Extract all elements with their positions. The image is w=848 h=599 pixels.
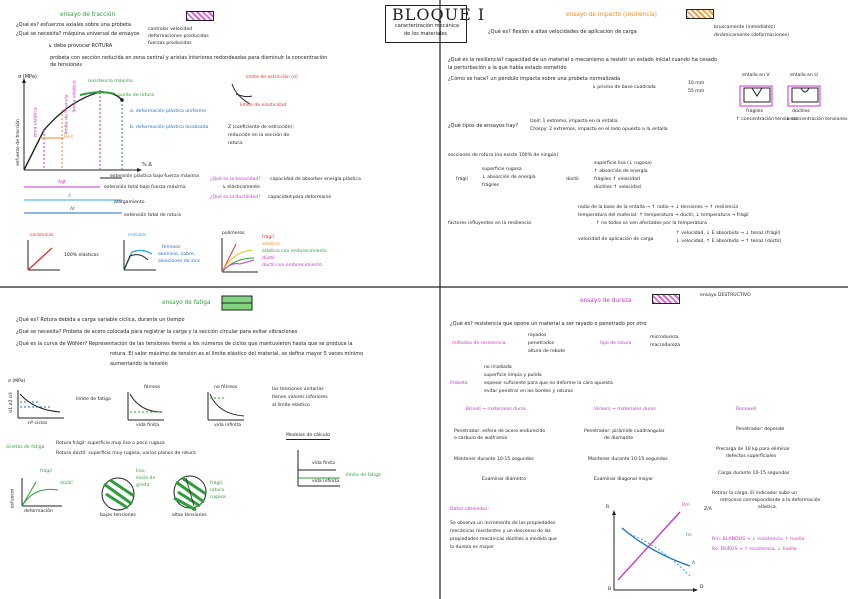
duct-1: superficie lisa (↓ rugosa)	[594, 161, 652, 166]
graph-r: R	[606, 505, 610, 510]
page-subtitle-2: de los materiales	[404, 31, 448, 37]
impacto-fragiles: frágiles	[746, 109, 764, 114]
pol-2: elástico	[262, 242, 280, 247]
tenacidad-b: ↳ elásticamente	[222, 185, 260, 190]
lisa-3: grieta	[136, 483, 150, 488]
grietas-fatiga: Grietas de fatiga	[6, 445, 45, 450]
frag-2: ↓ absorción de energía	[482, 175, 536, 180]
resiliencia-1: ¿Qué es la resiliencia? capacidad de un material o mecanismo a resistir un estado inicial cuando ha cesado	[448, 57, 718, 63]
factor-4: velocidad de aplicación de carga	[578, 237, 654, 242]
fatiga-heading: ensayo de fatiga	[162, 300, 211, 306]
page-subtitle-1: caracterización mecánica	[395, 23, 459, 29]
ceramic-graph	[28, 240, 60, 270]
entalla-v: entalla en V	[742, 73, 770, 78]
lbl-ext-total-rot: extensión total de rotura	[124, 213, 182, 218]
lbl-ext-plast: extensión plástica bajo fuerza máxima	[110, 174, 199, 179]
factor-2: temperatura del material: ↑ temperatura → dúctil, ↓ temperatura → frágil	[578, 213, 749, 218]
lim-elast: límite de elasticidad	[240, 103, 287, 108]
fatiga-q3-1: ¿Qué es la curva de Wöhler? Representación de las tensiones frente a los números de ciclos que mantuvieron hasta que se produce la	[16, 341, 353, 347]
page-title: BLOQUE I	[392, 5, 486, 24]
lbl-a: a. deformación plástica uniforme	[130, 109, 206, 114]
specimen-u	[792, 88, 818, 102]
impacto-conc-1: ↑ concentración tensiones	[736, 117, 798, 122]
impacto-prisma: ↳ prisma de base cuadrada	[592, 85, 656, 90]
probeta-3: espesor suficiente para que no deforme la cara opuesta	[484, 381, 613, 386]
dureza-metodos: métodos de resistencia	[452, 341, 506, 346]
metal-graph	[124, 240, 156, 270]
frag-label: frágil	[456, 177, 468, 182]
rotura-ductil: Rotura dúctil: superficie muy rugosa, varios planos de rotura	[56, 451, 196, 456]
coef-2: reducción en la sección de	[228, 133, 290, 138]
tenacidad-a: capacidad de absorber energía plástica	[270, 177, 361, 182]
ceramicas-label: cerámicas	[30, 233, 54, 238]
brinell-3: Mantener durante 10-15 segundos	[454, 457, 534, 462]
resiliencia-2: la perturbación a la que había estado sometido	[448, 65, 567, 71]
lbl-limite-elastico: límite elástico	[72, 80, 78, 113]
ferrosos-c: aleaciones de zinc	[158, 259, 201, 264]
pol-3: elástico con endurecimiento	[262, 249, 327, 254]
lisa-1: lisa,	[136, 469, 146, 474]
impacto-izod: Izod: 1 extremo, impacto en la entalla	[530, 119, 618, 124]
datos-3: propiedades mecánicas dúctiles a medida que	[450, 537, 557, 542]
dureza-m2: penetrados	[528, 341, 555, 346]
impacto-q1-b: dinámicamente (deformaciones)	[714, 33, 789, 38]
conclusion-re: Re: DUROS → ↑ resistencia, ↓ huella	[712, 547, 797, 552]
impacto-como: ¿Cómo se hace? un péndulo impacta sobre una probeta normalizada	[448, 76, 621, 82]
factor-4-a: ↑ velocidad, ↓ E absorbida → ↓ tenaz (frágil)	[676, 231, 781, 236]
lbl-ext-total-fmax: extensión total bajo fuerza máxima	[104, 185, 186, 190]
traccion-y-label: esfuerzo de tracción	[16, 118, 22, 166]
graph-rm: Rm	[682, 503, 690, 508]
rockwell-6: retroceso correspondiente a la deformación	[720, 498, 821, 503]
vickers-label: Vickers → materiales duros	[594, 407, 656, 412]
graph-a: A	[692, 561, 696, 566]
impacto-mm55: 55 mm	[688, 89, 705, 94]
graph-d: D	[700, 585, 704, 590]
rockwell-2: Precarga de 10 kg para eliminar	[716, 447, 790, 452]
traccion-desc-1: probeta con sección reducida en zona central y aristas interiores redondeadas para disminuir la concentración	[50, 55, 328, 61]
lbl-limite-fluencia: límite de fluencia	[64, 94, 70, 135]
impacto-conc-2: ↓ concentración tensiones	[786, 117, 848, 122]
vickers-2: de diamante	[604, 436, 634, 441]
rugosa-2: rotura	[210, 488, 225, 493]
brinell-1: Penetrador: esfera de acero endurecido	[454, 429, 546, 434]
rockwell-3: defectos superficiales	[726, 454, 777, 459]
lbl-at: At	[70, 207, 75, 212]
ductilidad-a: capacidad para deformarse	[268, 195, 332, 200]
brinell-2: o carburo de wolframio	[454, 436, 508, 441]
brinell-4: Examinar diámetro	[482, 477, 526, 482]
impacto-mm10: 10 mm	[688, 81, 705, 86]
factor-3: ↑ no todos se ven afectados por la temperatura	[596, 221, 707, 226]
vida-finita-label: vida finita	[136, 423, 159, 428]
hardness-graph	[612, 510, 698, 592]
modelos-calculo: Modelos de cálculo	[286, 433, 330, 438]
vickers-3: Mantener durante 10-15 segundos	[588, 457, 668, 462]
lbl-alargamiento: alargamiento	[114, 200, 145, 205]
traccion-q1: ¿Qué es? esfuerzos axiales sobre una probeta	[16, 22, 131, 28]
lbl-punto-rotura: punto de rotura	[118, 93, 155, 98]
conclusion-rm: Rm: BLANDOS → ↓ resistencia, ↑ huella	[712, 537, 805, 542]
brinell-label: Brinell → materiales duros	[466, 407, 527, 412]
rockwell-5: Retirar la carga. El indicador sube un	[712, 491, 798, 496]
lbl-agt: Agt	[58, 180, 66, 185]
polimeros-label: polímeros	[222, 231, 245, 236]
duct-label: dúctil	[566, 177, 579, 182]
fatiga-q1: ¿Qué es? Rotura debida a carga variable cíclica, durante un tiempo	[16, 317, 185, 323]
tenacidad-q: ¿Qué es la tenacidad?	[210, 177, 261, 182]
metales-label: metales	[128, 233, 147, 238]
rockwell-label: Rockwell	[736, 407, 757, 412]
ferreos-label: férreos	[144, 385, 161, 390]
tension-note-3: al límite elástico	[272, 403, 310, 408]
pol-5: dúctil con endurecimiento	[262, 263, 322, 268]
ferrosos-b: aluminio, cobre,	[158, 252, 195, 257]
traccion-specimen-icon	[186, 11, 214, 21]
fractura-fragil: frágil	[40, 469, 52, 474]
fatiga-q3-3: aumentando la tensión	[110, 361, 168, 367]
elast-100: 100% elásticos	[64, 253, 99, 258]
traccion-q2-a: controlar velocidad	[148, 27, 193, 32]
altas-tensiones: altas tensiones	[172, 513, 207, 518]
factor-4-b: ↓ velocidad, ↑ E absorbida → ↑ tenaz (dúctil)	[676, 239, 782, 244]
rockwell-7: elástica.	[758, 505, 778, 510]
frag-1: superficie rugosa	[482, 167, 522, 172]
dureza-tipo-2: macrodureza	[650, 343, 681, 348]
graph-re: Re	[686, 533, 692, 538]
impacto-ductiles: dúctiles	[792, 109, 810, 114]
wohler-graph	[18, 390, 64, 418]
factores: factores influyentes en la resiliencia	[448, 221, 531, 226]
impacto-q1-a: bruscamente (inmediatez)	[714, 25, 775, 30]
no-ferreos-label: no férreos	[214, 385, 238, 390]
lbl-a-letter: A	[68, 194, 72, 199]
impacto-specimen-icon	[686, 9, 714, 19]
calc-vida-infinita: vida infinita	[312, 479, 340, 484]
fracture-graph	[22, 478, 62, 506]
specimen-v	[744, 88, 770, 102]
datos-1: Se observa un incremento de las propiedades	[450, 521, 556, 526]
rockwell-4: Carga durante 10-15 segundos	[718, 471, 790, 476]
coef-3: rotura.	[228, 141, 244, 146]
fatiga-q3-2: rotura. El valor máximo de tensión es el límite elástico del material, se define mayor 5 veces mínimo	[110, 351, 364, 357]
traccion-heading: ensayo de tracción	[60, 12, 116, 18]
calc-vida-finita: vida finita	[312, 461, 335, 466]
bajas-tensiones: bajas tensiones	[100, 513, 136, 518]
wohler-y-axis: σ (MPa)	[8, 379, 26, 384]
factor-1: radio de la base de la entalla → ↑ radio → ↓ tensiones → ↑ resiliencia	[578, 205, 739, 210]
duct-3: frágiles ↑ velocidad	[594, 177, 640, 182]
sec-rotura: secciones de rotura (no existe 100% de ningún)	[448, 153, 559, 158]
tension-note-1: las tensiones unitarias	[272, 387, 324, 392]
datos-obtenidos: Datos obtenidos:	[450, 507, 490, 512]
wohler-x-axis: nº ciclos	[28, 421, 48, 426]
vida-infinita-label: vida infinita	[214, 423, 242, 428]
dureza-q1: ¿Qué es? resistencia que opone un material a ser rayado o penetrado por otro	[450, 321, 647, 327]
vickers-1: Penetrador: pirámide cuadrangular	[584, 429, 665, 434]
lbl-zona-elastica: zona elástica	[33, 107, 39, 138]
datos-4: la dureza es mayor	[450, 545, 495, 550]
traccion-q2-c: fuerzas producidas	[148, 41, 192, 46]
graph-za: Z/A	[704, 507, 712, 512]
lisa-2: inicio de	[136, 476, 156, 481]
graph-b: B	[608, 587, 612, 592]
fatiga-q2: ¿Qué se necesita? Probeta de acero colocada para registrar la carga y la sección circular para evitar vibraciones	[16, 329, 298, 335]
frag-3: frágiles	[482, 183, 500, 188]
probeta-2: superficie limpia y pulida	[484, 373, 542, 378]
dureza-heading: ensayo de dureza	[580, 298, 632, 304]
wohler-sigma: σ1 σ2 σ3	[8, 392, 14, 413]
ferreous-graph	[128, 392, 164, 420]
impacto-q1: ¿Qué es? flexión a altas velocidades de aplicación de carga	[488, 29, 637, 35]
duct-4: dúctiles ↑ velocidad	[594, 185, 641, 190]
lbl-resist-max: resistencia máxima	[88, 79, 133, 84]
traccion-desc-2: de tensiones	[50, 62, 82, 68]
lbl-b: b. deformación plástica localizada	[130, 125, 209, 130]
probeta-4: evitar penetrar en los bordes y roturas	[484, 389, 573, 394]
dureza-m1: rayados	[528, 333, 547, 338]
coef-1: Z (coeficiente de estricción):	[228, 125, 294, 130]
nonferreous-graph	[208, 392, 244, 420]
traccion-q2-b: deformaciones producidas	[148, 34, 209, 39]
polymer-graph	[222, 238, 258, 272]
rotura-fragil: Rotura frágil: superficie muy lisa o poco rugosa	[56, 441, 165, 446]
impacto-charpy: Charpy: 2 extremos, impacto en el lado opuesto a la entalla	[530, 127, 668, 132]
pol-4: dúctil	[262, 256, 275, 261]
impacto-tipos-q: ¿Qué tipos de ensayos hay?	[448, 123, 519, 129]
dureza-specimen-icon	[652, 294, 680, 304]
dureza-m3: altura de rebote	[528, 349, 566, 354]
ductilidad-q: ¿Qué es la ductilidad?	[210, 195, 261, 200]
dureza-tipo-1: microdureza	[650, 335, 679, 340]
vickers-4: Examinar diagonal mayor	[594, 477, 654, 482]
rockwell-1: Penetrador: depende	[736, 427, 785, 432]
probeta-1: no irradiada	[484, 365, 512, 370]
dureza-destructivo: ensayo DESTRUCTIVO	[700, 293, 751, 298]
ferrosos-label: ferrosos	[162, 245, 181, 250]
dureza-probeta: Probeta	[450, 381, 468, 386]
fractura-deformacion: deformación	[24, 509, 53, 514]
fractura-esfuerzo: esfuerzo	[10, 488, 16, 509]
calc-limite-fatiga: límite de fatiga	[346, 473, 381, 478]
entalla-u: entalla en U	[790, 73, 818, 78]
traccion-x-axis: % Δ	[142, 162, 152, 168]
limite-fatiga: límite de fatiga	[76, 397, 111, 402]
impacto-heading: ensayo de impacto (resiliencia)	[566, 12, 657, 18]
traccion-q2: ¿Qué se necesita? máquina universal de ensayos	[16, 31, 140, 37]
pol-1: frágil	[262, 235, 274, 240]
duct-2: ↑ absorción de energía	[594, 169, 648, 174]
tension-note-2: tienen valores inferiores	[272, 395, 328, 400]
dureza-tipo: tipo de rotura	[600, 341, 632, 346]
traccion-q2-d: ↳ debe provocar ROTURA	[48, 43, 113, 49]
datos-2: mecánicas resistentes y un descenso de las	[450, 529, 551, 534]
lbl-re: Re,t	[64, 135, 74, 140]
fractura-ductil: dúctil	[60, 481, 73, 486]
rugosa-1: frágil,	[210, 481, 224, 486]
rugosa-3: rugosa	[210, 495, 226, 500]
lim-prop: límite de estricción (σ)	[246, 75, 298, 80]
traccion-y-axis: σ (MPa)	[18, 74, 37, 80]
